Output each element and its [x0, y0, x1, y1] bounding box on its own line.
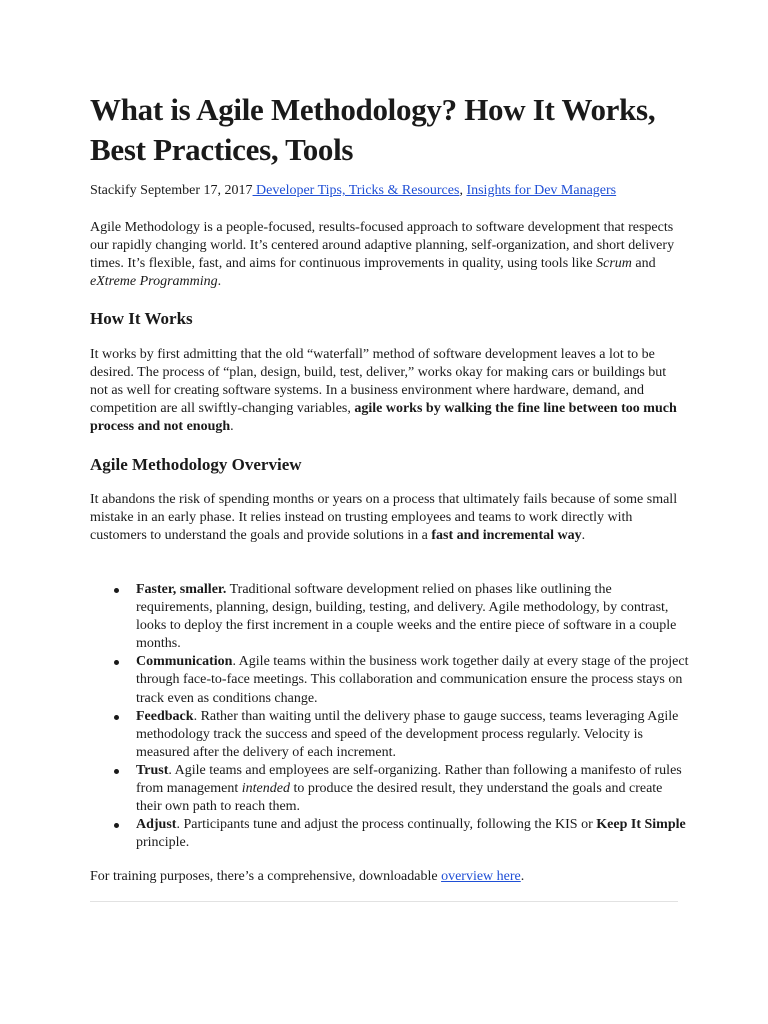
intro-text: and: [631, 256, 656, 272]
training-paragraph: [90, 868, 680, 886]
list-item-emphasis: Keep It Simple: [596, 817, 686, 833]
overview-text: .: [581, 528, 586, 544]
bullet-icon: [114, 769, 119, 774]
training-text: .: [520, 869, 525, 884]
list-item: [90, 762, 690, 816]
list-item-text: Traditional software development relied on phases like outlining the requirements, planning, design, building, testing, and delivery. Agile methodology, by contrast, looks to deploy the first increment in a couple weeks and the entire piece of software in a couple months.: [136, 582, 677, 652]
overview-paragraph: [90, 491, 680, 545]
list-item: [90, 816, 690, 852]
category-separator: ,: [459, 183, 467, 198]
list-item: [90, 708, 690, 762]
intro-scrum: Scrum: [596, 256, 632, 272]
bullet-icon: [114, 660, 119, 665]
intro-paragraph: [90, 219, 680, 291]
article-meta: [90, 182, 690, 200]
article-title: What is Agile Methodology? How It Works, Best Practices, Tools: [90, 92, 656, 167]
bullet-icon: [114, 823, 119, 828]
bullet-icon: [114, 588, 119, 593]
overview-heading: Agile Methodology Overview: [90, 455, 302, 474]
intro-text: .: [217, 274, 222, 290]
list-item-text: . Participants tune and adjust the process continually, following the KIS or: [176, 817, 597, 833]
intro-xp: eXtreme Programming: [90, 274, 218, 290]
author-date: Stackify September 17, 2017: [90, 183, 253, 198]
list-item-title: Communication: [136, 654, 233, 670]
overview-emphasis: fast and incremental way: [431, 528, 582, 544]
list-item-text: to produce the desired result, they understand the goals and create their own path to reach them.: [136, 781, 663, 815]
divider: [90, 901, 678, 902]
list-item-title: Trust: [136, 762, 169, 778]
list-item-text: principle.: [136, 835, 190, 851]
list-item-title: Adjust: [136, 817, 177, 833]
overview-text: It abandons the risk of spending months or years on a process that ultimately fails because of some small mistake in an early phase. It relies instead on trusting employees and teams to work directly with customers to understand the goals and provide solutions in a: [90, 492, 678, 544]
list-item-text: . Agile teams and employees are self-organizing. Rather than following a manifesto of rules from management: [136, 762, 682, 797]
category-link-developer-tips[interactable]: Developer Tips, Tricks & Resources: [252, 183, 460, 198]
list-item-title: Faster, smaller.: [136, 582, 227, 597]
list-item: [90, 653, 690, 707]
how-it-works-text: It works by first admitting that the old “waterfall” method of software development leaves a lot to be desired. The process of “plan, design, build, test, deliver,” works okay for making cars or buildings but not as well for creating software systems. In a business environment where hardware, demand, and competition are all swiftly-changing variables,: [90, 347, 667, 417]
list-item-title: Feedback: [136, 708, 194, 724]
bullet-icon: [114, 715, 119, 720]
how-it-works-heading: How It Works: [90, 309, 193, 328]
list-item: [90, 581, 690, 653]
how-it-works-text: .: [230, 419, 234, 435]
list-item-text: . Agile teams within the business work together daily at every stage of the project through face-to-face meetings. This collaboration and communication ensure the process stays on track even as conditions change.: [136, 654, 689, 706]
how-it-works-emphasis: agile works by walking the fine line between too much process and not enough: [90, 401, 677, 435]
principles-list: [90, 581, 690, 852]
category-link-dev-managers[interactable]: Insights for Dev Managers: [466, 183, 617, 198]
list-item-emphasis: intended: [241, 781, 290, 797]
training-text: For training purposes, there’s a comprehensive, downloadable: [90, 869, 442, 884]
intro-text: Agile Methodology is a people-focused, results-focused approach to software development that respects our rapidly changing world. It’s centered around adaptive planning, self-organization, and short delivery times. It’s flexible, fast, and aims for continuous improvements in quality, using tools like: [90, 220, 675, 272]
overview-download-link[interactable]: overview here: [441, 869, 521, 884]
how-it-works-paragraph: [90, 346, 680, 436]
list-item-text: . Rather than waiting until the delivery phase to gauge success, teams leveraging Agile methodology track the success and speed of the development process regularly. Velocity is measured after the delivery of each increment.: [136, 708, 679, 760]
